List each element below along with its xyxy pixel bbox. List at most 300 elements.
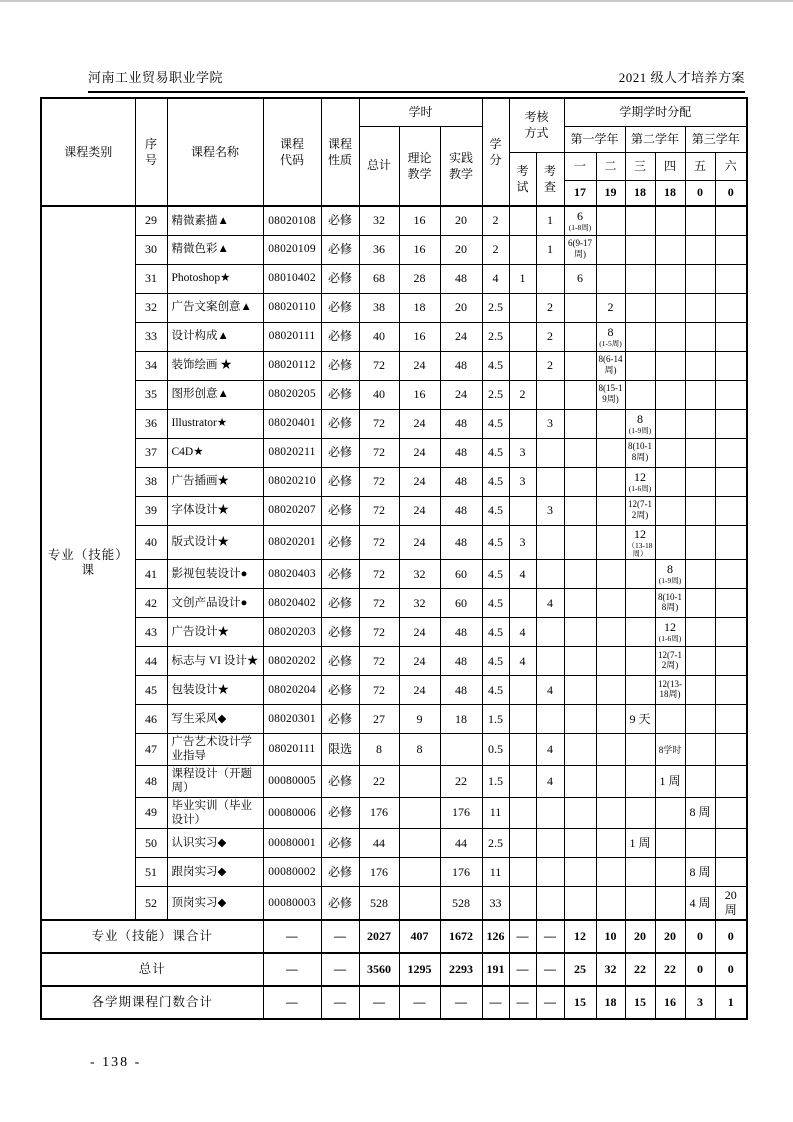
cell-total: 32 <box>359 206 399 235</box>
summary-practice: — <box>440 986 482 1019</box>
semester-hours-value: 6 <box>577 271 583 285</box>
cell-check <box>536 618 564 647</box>
cell-total: 72 <box>359 589 399 618</box>
cell-sem-5 <box>685 676 715 705</box>
cell-code: 08020205 <box>263 380 321 409</box>
cell-sem-3 <box>625 765 655 797</box>
cell-code: 00080006 <box>263 797 321 829</box>
semester-weeks-note: (1-6周) <box>658 634 682 644</box>
cell-theory: 32 <box>399 589 440 618</box>
cell-sem-3 <box>625 560 655 589</box>
cell-sem-2 <box>596 829 625 858</box>
cell-code: 08020108 <box>263 206 321 235</box>
plan-title: 2021 级人才培养方案 <box>618 70 745 85</box>
cell-exam <box>509 676 536 705</box>
cell-name: 版式设计★ <box>167 525 263 560</box>
cell-sem-4 <box>655 560 685 589</box>
cell-name: C4D★ <box>167 438 263 467</box>
cell-sem-5 <box>685 797 715 829</box>
cell-name: 顶岗实习◆ <box>167 887 263 921</box>
semester-weeks-note: (1-5周) <box>599 338 622 348</box>
cell-nature: 必修 <box>321 647 359 676</box>
cell-sem-6 <box>715 705 747 734</box>
cell-practice: 20 <box>440 235 482 264</box>
cell-sem-1 <box>564 264 596 293</box>
cell-theory: 24 <box>399 467 440 496</box>
cell-sem-2 <box>596 589 625 618</box>
cell-theory: 24 <box>399 647 440 676</box>
header-weeks-2: 19 <box>596 180 625 206</box>
cell-no: 44 <box>135 647 167 676</box>
cell-code: 08010402 <box>263 264 321 293</box>
cell-code: 08020207 <box>263 496 321 525</box>
cell-practice: 44 <box>440 829 482 858</box>
cell-sem-6 <box>715 351 747 380</box>
cell-theory <box>399 887 440 921</box>
cell-sem-6 <box>715 797 747 829</box>
semester-hours-value: 8 周 <box>689 805 711 820</box>
cell-sem-4 <box>655 676 685 705</box>
cell-check: 3 <box>536 409 564 438</box>
cell-sem-6 <box>715 438 747 467</box>
cell-credit: 2.5 <box>482 293 509 322</box>
summary-sem-1: 25 <box>564 953 596 986</box>
cell-total: 72 <box>359 467 399 496</box>
header-check <box>536 152 564 206</box>
cell-name: 毕业实训（毕业设计） <box>167 797 263 829</box>
cell-sem-4 <box>655 293 685 322</box>
summary-code: — <box>263 920 321 953</box>
cell-name: 课程设计（开题周） <box>167 765 263 797</box>
summary-credit: — <box>482 986 509 1019</box>
cell-theory: 24 <box>399 525 440 560</box>
cell-sem-5 <box>685 589 715 618</box>
cell-total: 72 <box>359 647 399 676</box>
cell-exam: 1 <box>509 264 536 293</box>
cell-sem-5 <box>685 264 715 293</box>
cell-nature: 必修 <box>321 676 359 705</box>
course-row <box>41 380 747 409</box>
summary-sem-5: 3 <box>685 986 715 1019</box>
header-semester-6: 六 <box>715 152 747 180</box>
summary-sem-3: 15 <box>625 986 655 1019</box>
course-row <box>41 797 747 829</box>
cell-theory: 9 <box>399 705 440 734</box>
cell-sem-5 <box>685 235 715 264</box>
cell-sem-3 <box>625 293 655 322</box>
semester-weeks-note: (1-8周) <box>568 223 592 233</box>
cell-code: 08020112 <box>263 351 321 380</box>
cell-sem-3 <box>625 467 655 496</box>
cell-code: 08020202 <box>263 647 321 676</box>
summary-row <box>41 920 747 953</box>
cell-exam <box>509 496 536 525</box>
course-row <box>41 829 747 858</box>
cell-exam: 3 <box>509 467 536 496</box>
semester-hours-value: 9 天 <box>629 711 651 726</box>
cell-no: 45 <box>135 676 167 705</box>
cell-exam <box>509 235 536 264</box>
cell-code: 08020211 <box>263 438 321 467</box>
semester-weeks-note: (1-9周) <box>628 425 652 435</box>
cell-code: 00080002 <box>263 858 321 887</box>
cell-sem-4 <box>655 496 685 525</box>
header-credits <box>482 98 509 206</box>
cell-sem-2 <box>596 887 625 921</box>
summary-theory: 1295 <box>399 953 440 986</box>
cell-sem-4 <box>655 734 685 766</box>
cell-sem-4 <box>655 467 685 496</box>
cell-theory: 24 <box>399 618 440 647</box>
cell-credit: 2 <box>482 235 509 264</box>
cell-exam <box>509 705 536 734</box>
cell-check <box>536 705 564 734</box>
summary-code: — <box>263 986 321 1019</box>
semester-hours-value: 12 <box>634 526 646 541</box>
cell-sem-1 <box>564 351 596 380</box>
cell-total: 528 <box>359 887 399 921</box>
cell-sem-2 <box>596 647 625 676</box>
cell-code: 00080005 <box>263 765 321 797</box>
semester-hours-value: 12 <box>664 620 676 635</box>
cell-code: 00080001 <box>263 829 321 858</box>
cell-no: 43 <box>135 618 167 647</box>
cell-nature: 限选 <box>321 734 359 766</box>
cell-sem-1 <box>564 380 596 409</box>
cell-practice: 60 <box>440 589 482 618</box>
cell-sem-6 <box>715 525 747 560</box>
cell-total: 72 <box>359 351 399 380</box>
cell-no: 52 <box>135 887 167 921</box>
cell-sem-5 <box>685 322 715 351</box>
header-weeks-4: 18 <box>655 180 685 206</box>
cell-check: 4 <box>536 676 564 705</box>
cell-sem-2 <box>596 380 625 409</box>
cell-check <box>536 525 564 560</box>
cell-total: 36 <box>359 235 399 264</box>
cell-sem-2 <box>596 351 625 380</box>
cell-total: 40 <box>359 322 399 351</box>
course-row <box>41 887 747 921</box>
cell-name: 广告插画★ <box>167 467 263 496</box>
cell-sem-6 <box>715 293 747 322</box>
cell-practice: 22 <box>440 765 482 797</box>
semester-hours-value: 12(7-12周) <box>628 499 652 520</box>
cell-check <box>536 887 564 921</box>
cell-nature: 必修 <box>321 438 359 467</box>
semester-hours-value: 6(9-17周) <box>568 238 592 259</box>
header-weeks-3: 18 <box>625 180 655 206</box>
summary-credit: 126 <box>482 920 509 953</box>
cell-name: 精微色彩▲ <box>167 235 263 264</box>
semester-weeks-note: (1-9周) <box>658 576 682 586</box>
cell-nature: 必修 <box>321 705 359 734</box>
course-row <box>41 322 747 351</box>
cell-sem-6 <box>715 380 747 409</box>
semester-hours-value: 12(7-12周) <box>658 649 682 671</box>
cell-code: 08020402 <box>263 589 321 618</box>
cell-sem-5 <box>685 887 715 921</box>
cell-sem-4 <box>655 858 685 887</box>
cell-exam <box>509 797 536 829</box>
summary-row <box>41 953 747 986</box>
cell-sem-3 <box>625 829 655 858</box>
summary-label: 各学期课程门数合计 <box>41 986 263 1019</box>
semester-hours-value: 12 <box>634 469 646 484</box>
cell-check <box>536 560 564 589</box>
course-row <box>41 496 747 525</box>
course-row <box>41 560 747 589</box>
semester-hours-value: 1 周 <box>629 835 651 850</box>
cell-sem-3 <box>625 409 655 438</box>
cell-sem-6 <box>715 858 747 887</box>
summary-theory: 407 <box>399 920 440 953</box>
cell-sem-1 <box>564 676 596 705</box>
semester-hours-value: 2 <box>607 300 614 314</box>
semester-hours-value: 20 周 <box>724 888 737 918</box>
cell-code: 08020204 <box>263 676 321 705</box>
header-weeks-5: 0 <box>685 180 715 206</box>
cell-no: 39 <box>135 496 167 525</box>
cell-code: 08020301 <box>263 705 321 734</box>
cell-code: 08020210 <box>263 467 321 496</box>
cell-total: 72 <box>359 618 399 647</box>
cell-sem-6 <box>715 829 747 858</box>
cell-check <box>536 467 564 496</box>
cell-sem-4 <box>655 438 685 467</box>
cell-sem-6 <box>715 560 747 589</box>
cell-sem-4 <box>655 380 685 409</box>
cell-sem-5 <box>685 705 715 734</box>
cell-sem-5 <box>685 206 715 235</box>
course-row <box>41 206 747 235</box>
cell-sem-4 <box>655 235 685 264</box>
cell-sem-2 <box>596 264 625 293</box>
summary-practice: 2293 <box>440 953 482 986</box>
cell-credit: 11 <box>482 858 509 887</box>
summary-sem-5: 0 <box>685 920 715 953</box>
cell-exam <box>509 887 536 921</box>
cell-exam: 4 <box>509 647 536 676</box>
cell-sem-2 <box>596 676 625 705</box>
cell-nature: 必修 <box>321 496 359 525</box>
summary-nature: — <box>321 920 359 953</box>
cell-sem-6 <box>715 589 747 618</box>
course-row <box>41 264 747 293</box>
summary-practice: 1672 <box>440 920 482 953</box>
cell-practice: 48 <box>440 618 482 647</box>
cell-nature: 必修 <box>321 293 359 322</box>
summary-exam: — <box>509 986 536 1019</box>
cell-credit: 4.5 <box>482 496 509 525</box>
cell-name: 设计构成▲ <box>167 322 263 351</box>
cell-total: 72 <box>359 496 399 525</box>
cell-theory: 16 <box>399 235 440 264</box>
cell-credit: 4.5 <box>482 351 509 380</box>
cell-sem-2 <box>596 705 625 734</box>
header-weeks-1: 17 <box>564 180 596 206</box>
cell-sem-1 <box>564 467 596 496</box>
cell-no: 37 <box>135 438 167 467</box>
course-table-body <box>41 206 747 1019</box>
semester-hours-value: 8(10-18周) <box>658 591 682 613</box>
cell-credit: 0.5 <box>482 734 509 766</box>
semester-hours-value: 1 周 <box>659 773 681 788</box>
cell-sem-4 <box>655 797 685 829</box>
cell-practice: 48 <box>440 496 482 525</box>
cell-code: 08020110 <box>263 293 321 322</box>
cell-nature: 必修 <box>321 829 359 858</box>
cell-sem-1 <box>564 829 596 858</box>
cell-code: 08020109 <box>263 235 321 264</box>
summary-sem-5: 0 <box>685 953 715 986</box>
summary-sem-4: 20 <box>655 920 685 953</box>
summary-exam: — <box>509 920 536 953</box>
semester-hours-value: 8 <box>637 411 643 426</box>
cell-sem-4 <box>655 525 685 560</box>
cell-nature: 必修 <box>321 235 359 264</box>
cell-credit: 2 <box>482 206 509 235</box>
cell-theory: 24 <box>399 438 440 467</box>
cell-theory: 18 <box>399 293 440 322</box>
cell-name: 文创产品设计● <box>167 589 263 618</box>
cell-sem-1 <box>564 438 596 467</box>
school-name: 河南工业贸易职业学院 <box>88 70 224 85</box>
cell-code: 08020111 <box>263 322 321 351</box>
cell-sem-1 <box>564 734 596 766</box>
cell-sem-6 <box>715 765 747 797</box>
cell-sem-1 <box>564 206 596 235</box>
course-category-cell: 专业（技能）课 <box>41 206 135 920</box>
summary-sem-6: 0 <box>715 920 747 953</box>
cell-sem-5 <box>685 647 715 676</box>
cell-sem-1 <box>564 322 596 351</box>
cell-sem-1 <box>564 589 596 618</box>
course-row <box>41 589 747 618</box>
summary-check: — <box>536 920 564 953</box>
cell-no: 31 <box>135 264 167 293</box>
cell-sem-5 <box>685 438 715 467</box>
header-hours-group: 学时 <box>359 98 482 126</box>
cell-exam <box>509 409 536 438</box>
cell-name: 字体设计★ <box>167 496 263 525</box>
cell-sem-4 <box>655 618 685 647</box>
cell-sem-1 <box>564 887 596 921</box>
summary-exam: — <box>509 953 536 986</box>
header-course-name: 课程名称 <box>167 98 263 206</box>
cell-sem-1 <box>564 496 596 525</box>
cell-nature: 必修 <box>321 351 359 380</box>
summary-credit: 191 <box>482 953 509 986</box>
cell-sem-5 <box>685 351 715 380</box>
cell-sem-6 <box>715 264 747 293</box>
course-row <box>41 467 747 496</box>
cell-sem-3 <box>625 676 655 705</box>
cell-check <box>536 858 564 887</box>
cell-sem-3 <box>625 351 655 380</box>
cell-no: 42 <box>135 589 167 618</box>
cell-sem-3 <box>625 858 655 887</box>
header-seq-label: 序号 <box>144 136 157 167</box>
cell-sem-1 <box>564 293 596 322</box>
cell-sem-4 <box>655 765 685 797</box>
cell-no: 32 <box>135 293 167 322</box>
cell-sem-5 <box>685 765 715 797</box>
cell-sem-5 <box>685 293 715 322</box>
cell-name: 图形创意▲ <box>167 380 263 409</box>
header-semester-3: 三 <box>625 152 655 180</box>
cell-sem-2 <box>596 618 625 647</box>
cell-name: 认识实习◆ <box>167 829 263 858</box>
cell-nature: 必修 <box>321 525 359 560</box>
course-row <box>41 734 747 766</box>
cell-no: 29 <box>135 206 167 235</box>
cell-practice: 48 <box>440 647 482 676</box>
cell-sem-2 <box>596 797 625 829</box>
cell-check <box>536 380 564 409</box>
course-row <box>41 765 747 797</box>
cell-exam <box>509 734 536 766</box>
cell-nature: 必修 <box>321 322 359 351</box>
cell-practice: 48 <box>440 264 482 293</box>
cell-sem-2 <box>596 734 625 766</box>
cell-no: 38 <box>135 467 167 496</box>
header-course-nature <box>321 98 359 206</box>
cell-credit: 1.5 <box>482 765 509 797</box>
cell-sem-6 <box>715 206 747 235</box>
cell-sem-4 <box>655 351 685 380</box>
cell-credit: 4.5 <box>482 618 509 647</box>
cell-total: 22 <box>359 765 399 797</box>
cell-practice: 48 <box>440 409 482 438</box>
cell-sem-1 <box>564 525 596 560</box>
cell-theory: 16 <box>399 206 440 235</box>
summary-total: — <box>359 986 399 1019</box>
cell-practice: 60 <box>440 560 482 589</box>
cell-name: Photoshop★ <box>167 264 263 293</box>
summary-sem-2: 32 <box>596 953 625 986</box>
cell-theory <box>399 765 440 797</box>
cell-name: 标志与 VI 设计★ <box>167 647 263 676</box>
header-hours-practice-label: 实践教学 <box>448 150 473 181</box>
semester-hours-value: 6 <box>577 209 583 224</box>
cell-sem-4 <box>655 264 685 293</box>
cell-credit: 4.5 <box>482 438 509 467</box>
cell-check <box>536 264 564 293</box>
course-row <box>41 858 747 887</box>
cell-exam <box>509 351 536 380</box>
cell-theory <box>399 829 440 858</box>
summary-sem-2: 10 <box>596 920 625 953</box>
cell-practice: 48 <box>440 525 482 560</box>
summary-total: 3560 <box>359 953 399 986</box>
cell-no: 41 <box>135 560 167 589</box>
cell-sem-3 <box>625 525 655 560</box>
cell-total: 40 <box>359 380 399 409</box>
cell-sem-5 <box>685 560 715 589</box>
cell-name: 广告设计★ <box>167 618 263 647</box>
cell-credit: 1.5 <box>482 705 509 734</box>
cell-nature: 必修 <box>321 409 359 438</box>
cell-check: 1 <box>536 206 564 235</box>
cell-exam: 4 <box>509 618 536 647</box>
cell-practice <box>440 734 482 766</box>
cell-exam: 4 <box>509 560 536 589</box>
cell-theory: 16 <box>399 322 440 351</box>
cell-check: 3 <box>536 496 564 525</box>
summary-nature: — <box>321 986 359 1019</box>
cell-practice: 48 <box>440 438 482 467</box>
